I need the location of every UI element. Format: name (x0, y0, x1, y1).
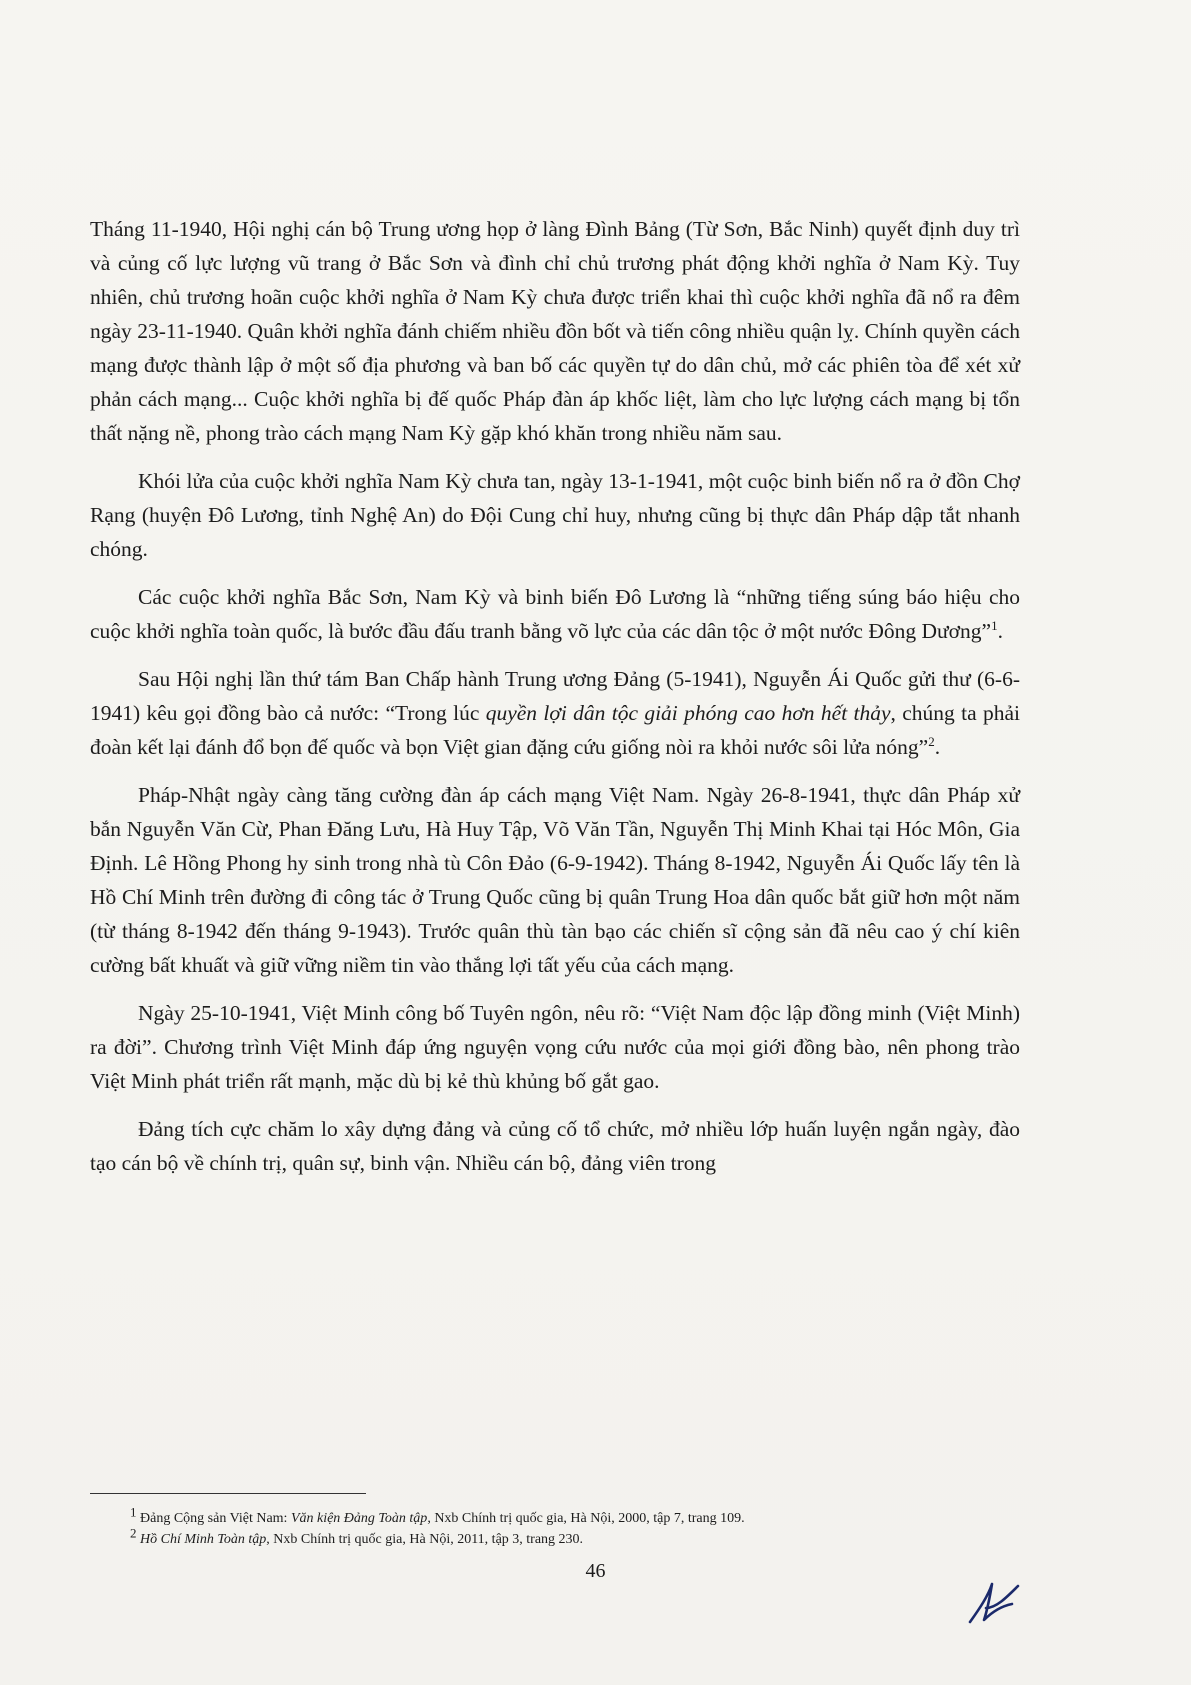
footnote-divider (90, 1493, 366, 1494)
footnote-text-end: , Nxb Chính trị quốc gia, Hà Nội, 2000, tập 7, trang 109. (427, 1511, 745, 1526)
footnote-title: Văn kiện Đảng Toàn tập (290, 1511, 428, 1526)
body-text (90, 212, 1020, 1194)
paragraph-4-end: . (934, 735, 941, 759)
footnotes (130, 1504, 1030, 1550)
footnote-text: Đảng Cộng sản Việt Nam: (140, 1511, 291, 1526)
paragraph-4-text: Sau Hội nghị lần thứ tám Ban Chấp hành Trung ương Đảng (5-1941), Nguyễn Ái Quốc gửi thư (6-6-1941) kêu gọi đồng bào cả nước: “Trong lúc (90, 667, 1020, 725)
paragraph-7-text: Đảng tích cực chăm lo xây dựng đảng và củng cố tổ chức, mở nhiều lớp huấn luyện ngắn ngày, đào tạo cán bộ về chính trị, quân sự, binh vận. Nhiều cán bộ, đảng viên trong (90, 1117, 1020, 1175)
paragraph-3 (90, 580, 1020, 648)
footnote-number: 2 (130, 1525, 137, 1541)
paragraph-6-text: Ngày 25-10-1941, Việt Minh công bố Tuyên ngôn, nêu rõ: “Việt Nam độc lập đồng minh (Việt Minh) ra đời”. Chương trình Việt Minh đáp ứng nguyện vọng cứu nước của mọi giới đồng bào, nên phong trào Việt Minh phát triển rất mạnh, mặc dù bị kẻ thù khủng bố gắt gao. (90, 1001, 1020, 1093)
paragraph-2-text: Khói lửa của cuộc khởi nghĩa Nam Kỳ chưa tan, ngày 13-1-1941, một cuộc binh biến nổ ra ở đồn Chợ Rạng (huyện Đô Lương, tỉnh Nghệ An) do Đội Cung chỉ huy, nhưng cũng bị thực dân Pháp dập tắt nhanh chóng. (90, 469, 1020, 561)
paragraph-4-text-cont: , chúng ta phải đoàn kết lại đánh đổ bọn đế quốc và bọn Việt gian đặng cứu giống nòi ra khỏi nước sôi lửa nóng” (90, 701, 1020, 759)
paragraph-3-end: . (997, 619, 1003, 643)
footnote-2 (130, 1525, 1030, 1550)
paragraph-4 (90, 662, 1020, 764)
handwritten-signature-icon (962, 1578, 1022, 1628)
paragraph-3-text: Các cuộc khởi nghĩa Bắc Sơn, Nam Kỳ và binh biến Đô Lương là “những tiếng súng báo hiệu cho cuộc khởi nghĩa toàn quốc, là bước đầu đấu tranh bằng võ lực của các dân tộc ở một nước Đông Dương” (90, 585, 1020, 643)
page-number: 46 (585, 1560, 606, 1582)
paragraph-1 (90, 212, 1020, 450)
paragraph-4-italic: quyền lợi dân tộc giải phóng cao hơn hết thảy (485, 701, 891, 725)
footnote-number: 1 (130, 1504, 137, 1520)
footnote-ref-2[interactable]: 2 (928, 733, 935, 749)
footnote-1 (130, 1504, 1030, 1529)
paragraph-1-text: Tháng 11-1940, Hội nghị cán bộ Trung ương họp ở làng Đình Bảng (Từ Sơn, Bắc Ninh) quyết định duy trì và củng cố lực lượng vũ trang ở Bắc Sơn và đình chỉ chủ trương phát động khởi nghĩa ở Nam Kỳ. Tuy nhiên, chủ trương hoãn cuộc khởi nghĩa ở Nam Kỳ chưa được triển khai thì cuộc khởi nghĩa đã nổ ra đêm ngày 23-11-1940. Quân khởi nghĩa đánh chiếm nhiều đồn bốt và tiến công nhiều quận lỵ. Chính quyền cách mạng được thành lập ở một số địa phương và ban bố các quyền tự do dân chủ, mở các phiên tòa để xét xử phản cách mạng... Cuộc khởi nghĩa bị đế quốc Pháp đàn áp khốc liệt, làm cho lực lượng cách mạng bị tổn thất nặng nề, phong trào cách mạng Nam Kỳ gặp khó khăn trong nhiều năm sau. (90, 217, 1020, 445)
paragraph-6 (90, 996, 1020, 1098)
footnote-text-end: , Nxb Chính trị quốc gia, Hà Nội, 2011, tập 3, trang 230. (266, 1532, 584, 1547)
footnote-title: Hồ Chí Minh Toàn tập (140, 1532, 267, 1547)
paragraph-5-text: Pháp-Nhật ngày càng tăng cường đàn áp cách mạng Việt Nam. Ngày 26-8-1941, thực dân Pháp xử bắn Nguyễn Văn Cừ, Phan Đăng Lưu, Hà Huy Tập, Võ Văn Tần, Nguyễn Thị Minh Khai tại Hóc Môn, Gia Định. Lê Hồng Phong hy sinh trong nhà tù Côn Đảo (6-9-1942). Tháng 8-1942, Nguyễn Ái Quốc lấy tên là Hồ Chí Minh trên đường đi công tác ở Trung Quốc cũng bị quân Trung Hoa dân quốc bắt giữ hơn một năm (từ tháng 8-1942 đến tháng 9-1943). Trước quân thù tàn bạo các chiến sĩ cộng sản đã nêu cao ý chí kiên cường bất khuất và giữ vững niềm tin vào thắng lợi tất yếu của cách mạng. (90, 783, 1020, 977)
footnote-ref-1[interactable]: 1 (991, 617, 998, 633)
paragraph-2 (90, 464, 1020, 566)
paragraph-5 (90, 778, 1020, 982)
paragraph-7 (90, 1112, 1020, 1180)
